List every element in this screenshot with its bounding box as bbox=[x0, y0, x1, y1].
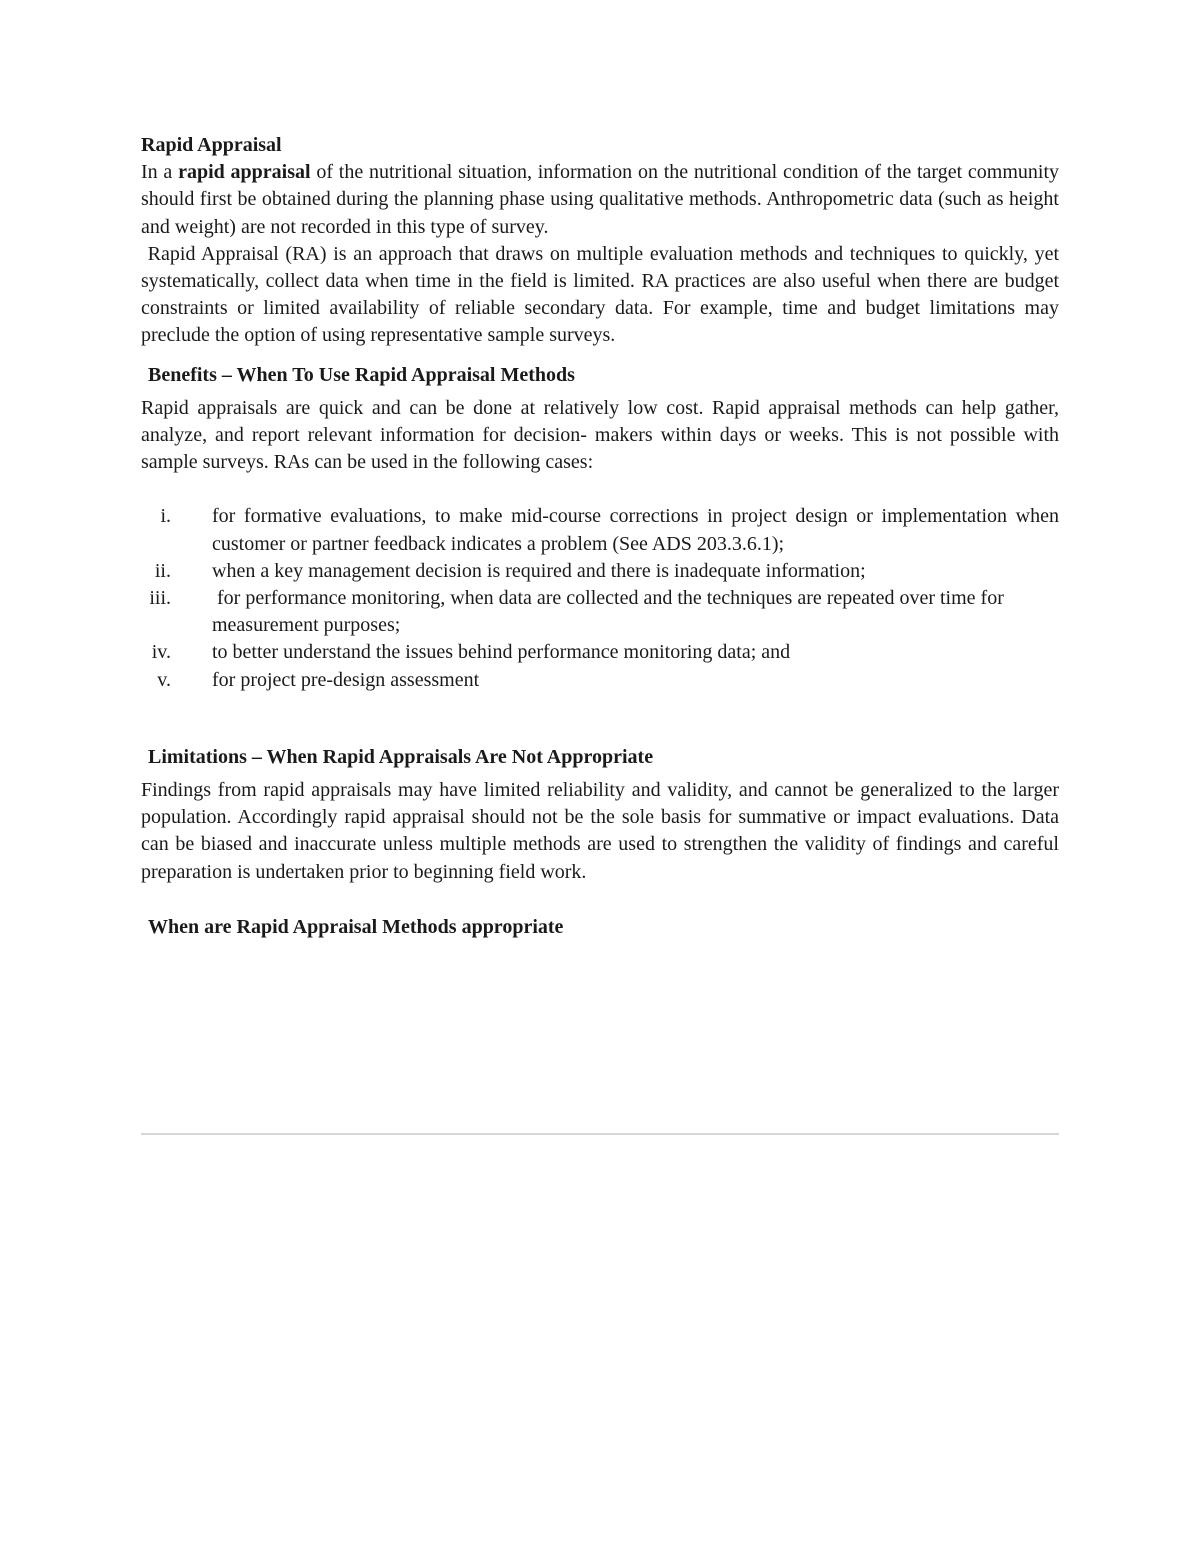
limitations-paragraph: Findings from rapid appraisals may have limited reliability and validity, and cannot be generalized to the larger population. Accordingly rapid appraisal should not be the sole basis for summative or impact evaluations. Data can be biased and inaccurate unless multiple methods are used to strengthen the validity of findings and careful preparation is undertaken prior to beginning field work. bbox=[141, 779, 1059, 883]
list-item-text: for formative evaluations, to make mid-course corrections in project design or implementation when customer or partner feedback indicates a problem (See ADS 203.3.6.1); bbox=[212, 505, 1059, 555]
list-item-number: iii. bbox=[149, 587, 171, 610]
list-item-number: ii. bbox=[154, 559, 171, 582]
document-page bbox=[141, 132, 1065, 941]
list-item-text: for project pre-design assessment bbox=[212, 668, 480, 691]
list-item bbox=[141, 558, 1059, 585]
when-appropriate-heading: When are Rapid Appraisal Methods appropriate bbox=[148, 915, 564, 938]
list-item-number: v. bbox=[157, 668, 171, 691]
use-cases-list bbox=[141, 503, 1059, 693]
list-item-number: i. bbox=[160, 505, 171, 528]
page-divider bbox=[141, 1133, 1059, 1135]
list-item-text: for performance monitoring, when data are collected and the techniques are repeated over time for measurement purposes; bbox=[212, 587, 1009, 637]
list-item bbox=[141, 667, 1059, 694]
intro-prefix: In a bbox=[141, 161, 179, 184]
list-item-text: when a key management decision is required and there is inadequate information; bbox=[212, 559, 866, 582]
list-item-text: to better understand the issues behind performance monitoring data; and bbox=[212, 641, 791, 664]
list-item bbox=[141, 639, 1059, 666]
intro-rest: of the nutritional situation, information on the nutritional condition of the target community should first be obtained during the planning phase using qualitative methods. Anthropometric data (such as height and weight) are not recorded in this type of survey. bbox=[141, 161, 1060, 238]
limitations-heading: Limitations – When Rapid Appraisals Are Not Appropriate bbox=[148, 745, 654, 768]
ra-definition-paragraph: Rapid Appraisal (RA) is an approach that draws on multiple evaluation methods and techniques to quickly, yet systematically, collect data when time in the field is limited. RA practices are also useful when there are budget constraints or limited availability of reliable secondary data. For example, time and budget limitations may preclude the option of using representative sample surveys. bbox=[141, 242, 1065, 347]
list-item bbox=[141, 503, 1059, 557]
document-title: Rapid Appraisal bbox=[141, 134, 282, 156]
intro-bold-term: rapid appraisal bbox=[178, 161, 311, 184]
intro-paragraph bbox=[141, 159, 1059, 241]
benefits-heading: Benefits – When To Use Rapid Appraisal Methods bbox=[148, 363, 575, 386]
list-item-number: iv. bbox=[151, 641, 171, 664]
list-item bbox=[141, 585, 1059, 639]
benefits-paragraph: Rapid appraisals are quick and can be done at relatively low cost. Rapid appraisal methods can help gather, analyze, and report relevant information for decision- makers within days or weeks. This is not possible with sample surveys. RAs can be used in the following cases: bbox=[141, 396, 1059, 474]
